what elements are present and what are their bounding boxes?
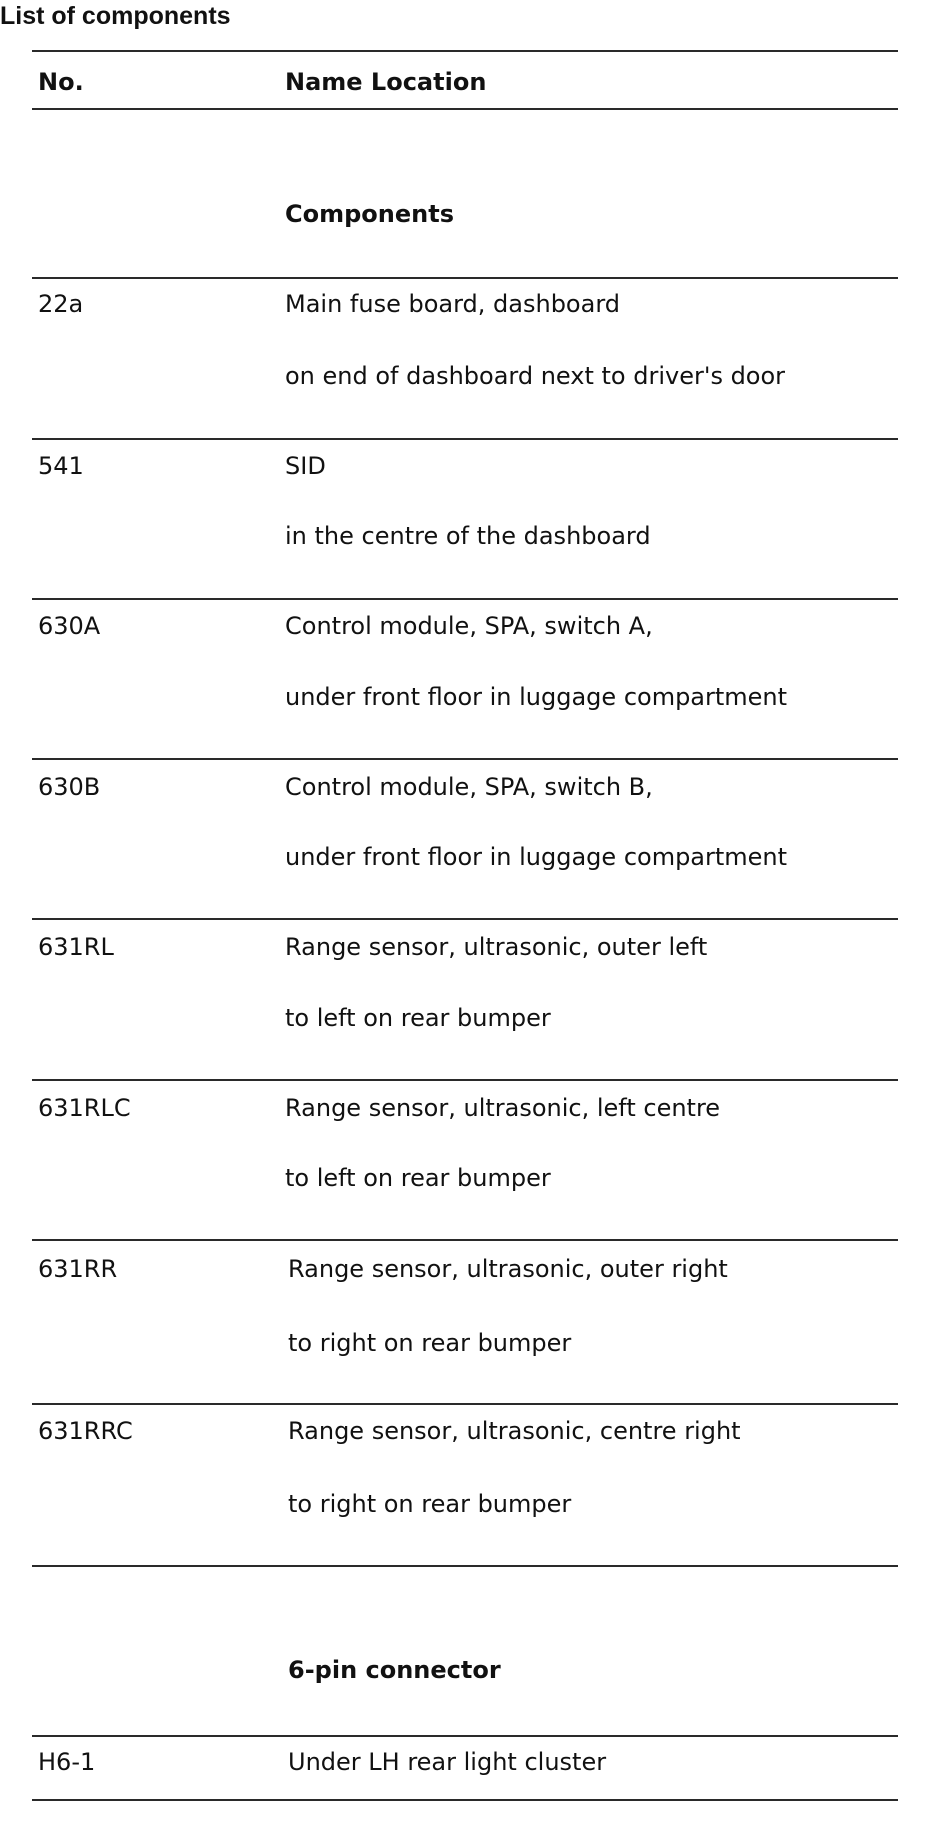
component-number: 631RL <box>38 933 114 961</box>
divider <box>32 1079 898 1081</box>
component-number: 541 <box>38 452 84 480</box>
component-location: on end of dashboard next to driver's door <box>285 362 786 390</box>
component-name: Main fuse board, dashboard <box>285 290 621 318</box>
component-name: Range sensor, ultrasonic, centre right <box>288 1417 741 1445</box>
section-heading-6-pin-connector: 6-pin connector <box>288 1656 501 1684</box>
component-number: 630B <box>38 773 101 801</box>
component-number: 630A <box>38 612 101 640</box>
component-location: Under LH rear light cluster <box>288 1748 607 1776</box>
component-number: 631RR <box>38 1255 118 1283</box>
divider <box>32 108 898 110</box>
component-name: Control module, SPA, switch A, <box>285 612 653 640</box>
component-location: under front floor in luggage compartment <box>285 843 788 871</box>
component-number: 631RRC <box>38 1417 133 1445</box>
component-location: to left on rear bumper <box>285 1004 551 1032</box>
divider <box>32 1239 898 1241</box>
component-name: SID <box>285 452 326 480</box>
component-name: Control module, SPA, switch B, <box>285 773 653 801</box>
divider <box>32 438 898 440</box>
divider <box>32 1403 898 1405</box>
section-heading-components: Components <box>285 200 454 228</box>
component-name: Range sensor, ultrasonic, left centre <box>285 1094 721 1122</box>
divider <box>32 598 898 600</box>
component-number: 22a <box>38 290 84 318</box>
component-location: in the centre of the dashboard <box>285 522 651 550</box>
component-location: under front floor in luggage compartment <box>285 683 788 711</box>
divider <box>32 1735 898 1737</box>
divider <box>32 277 898 279</box>
divider <box>32 1565 898 1567</box>
document-title: List of components <box>0 2 231 30</box>
component-name: Range sensor, ultrasonic, outer right <box>288 1255 728 1283</box>
column-header-name-location: Name Location <box>285 68 487 96</box>
component-location: to right on rear bumper <box>288 1329 572 1357</box>
column-header-no: No. <box>38 68 84 96</box>
divider <box>32 758 898 760</box>
divider <box>32 50 898 52</box>
divider <box>32 918 898 920</box>
component-number: 631RLC <box>38 1094 131 1122</box>
component-location: to right on rear bumper <box>288 1490 572 1518</box>
component-name: Range sensor, ultrasonic, outer left <box>285 933 708 961</box>
divider <box>32 1799 898 1801</box>
component-number: H6-1 <box>38 1748 96 1776</box>
component-location: to left on rear bumper <box>285 1164 551 1192</box>
